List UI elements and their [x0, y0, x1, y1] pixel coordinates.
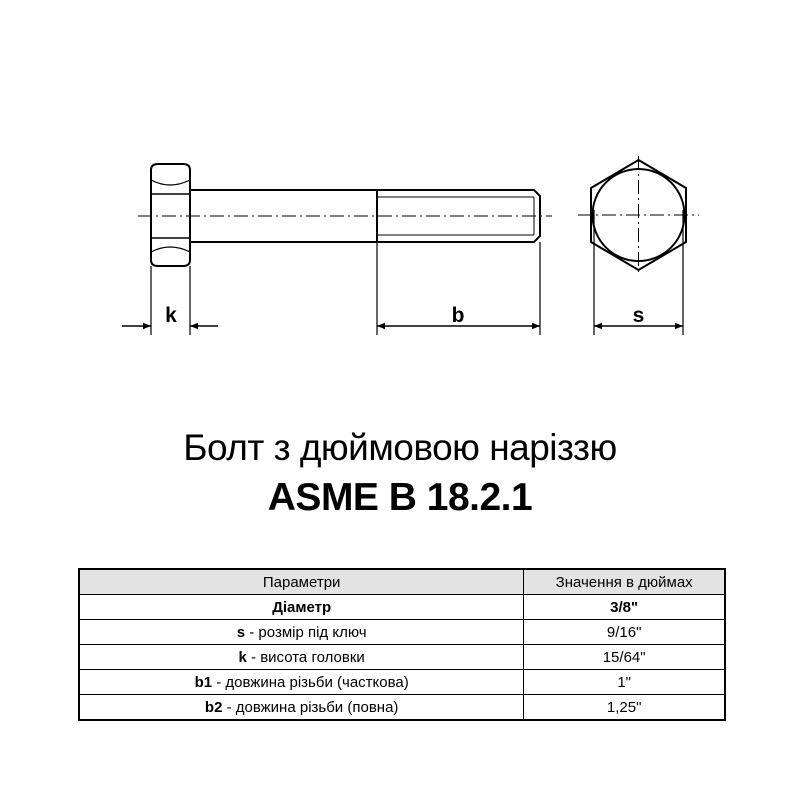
- value-cell: [524, 645, 725, 670]
- param-name: Діаметр: [272, 598, 332, 616]
- param-cell: [79, 595, 524, 620]
- title-line-1: Болт з дюймовою наріззю: [183, 427, 617, 468]
- label-k: k: [165, 304, 177, 327]
- param-value: 3/8": [610, 598, 639, 616]
- table-row: [79, 595, 725, 620]
- param-value: 1,25": [606, 698, 642, 716]
- param-symbol: b1: [194, 673, 213, 691]
- table-row: [79, 670, 725, 695]
- label-b: b: [451, 304, 465, 327]
- table-row: [79, 695, 725, 721]
- param-name: - довжина різьби (повна): [222, 698, 399, 716]
- table-header-row: [79, 569, 725, 595]
- value-cell: [524, 670, 725, 695]
- bolt-end-view: [578, 156, 699, 276]
- param-cell: [79, 620, 524, 645]
- param-value: 9/16": [606, 623, 642, 641]
- label-s: s: [632, 304, 645, 327]
- table-row: [79, 620, 725, 645]
- spec-table: [78, 568, 726, 721]
- param-value: 15/64": [602, 648, 646, 666]
- param-name: - висота головки: [246, 648, 365, 666]
- table-row: [79, 645, 725, 670]
- param-cell: [79, 695, 524, 721]
- value-cell: [524, 695, 725, 721]
- param-value: 1": [617, 673, 631, 691]
- header-values: Значення в дюймах: [524, 569, 725, 595]
- param-symbol: s: [236, 623, 246, 641]
- value-cell: [524, 620, 725, 645]
- bolt-head: [151, 164, 190, 266]
- param-symbol: b2: [204, 698, 223, 716]
- param-cell: [79, 645, 524, 670]
- param-name: - довжина різьби (часткова): [212, 673, 409, 691]
- header-parameters: Параметри: [79, 569, 524, 595]
- param-name: - розмір під ключ: [245, 623, 367, 641]
- param-symbol: k: [238, 648, 247, 666]
- param-cell: [79, 670, 524, 695]
- title-line-2: ASME B 18.2.1: [267, 476, 533, 519]
- value-cell: [524, 595, 725, 620]
- bolt-side-view: [138, 164, 552, 266]
